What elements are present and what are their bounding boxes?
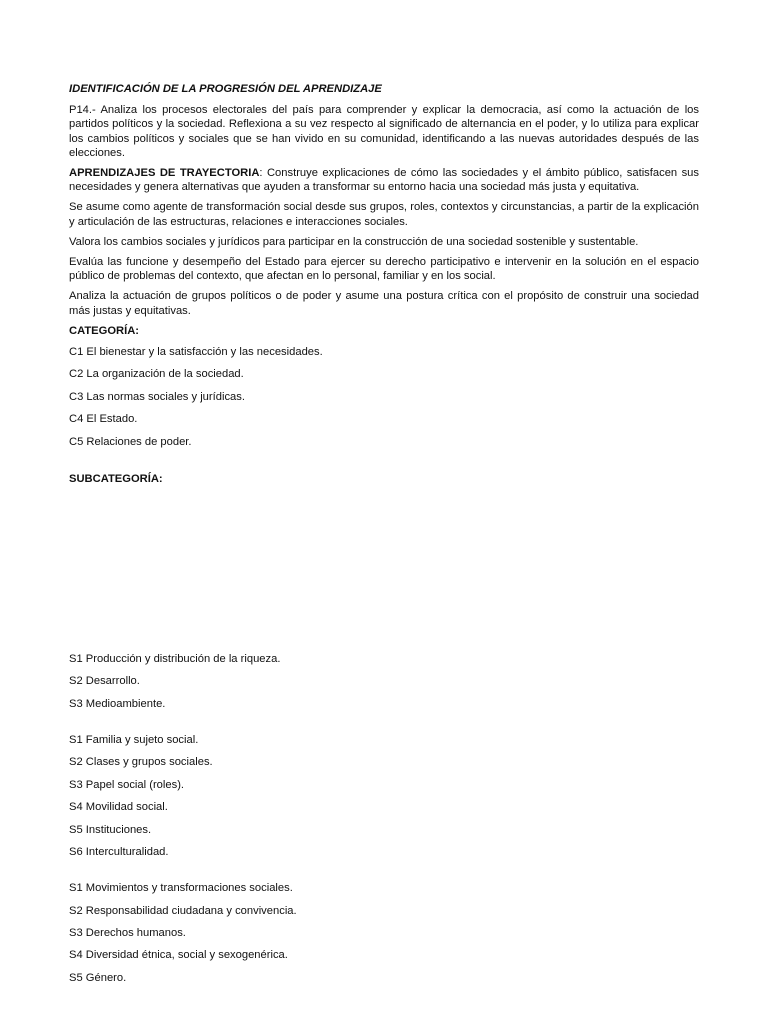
paragraph: Evalúa las funcione y desempeño del Estado para ejercer su derecho participativo e intervenir en la solución en el espacio público de problemas del contexto, que afectan en lo personal, familiar y en los social. xyxy=(69,256,699,283)
categoria-list xyxy=(69,345,699,449)
list-item: S1 Movimientos y transformaciones sociales. xyxy=(69,882,293,895)
list-item: S4 Movilidad social. xyxy=(69,801,168,814)
list-item: C2 La organización de la sociedad. xyxy=(69,368,244,381)
trayectoria-label: APRENDIZAJES DE TRAYECTORIA xyxy=(69,167,260,180)
categoria-label: CATEGORÍA: xyxy=(69,324,140,337)
subcategoria-group-2 xyxy=(69,733,699,859)
list-item: S2 Responsabilidad ciudadana y convivencia. xyxy=(69,904,297,917)
subcategoria-label: SUBCATEGORÍA: xyxy=(69,472,163,485)
list-item: S2 Desarrollo. xyxy=(69,675,140,688)
list-item: C5 Relaciones de poder. xyxy=(69,435,192,448)
list-item: S2 Clases y grupos sociales. xyxy=(69,756,213,769)
list-item: C3 Las normas sociales y jurídicas. xyxy=(69,390,245,403)
subcategoria-group-3 xyxy=(69,881,699,985)
paragraph: Se asume como agente de transformación social desde sus grupos, roles, contextos y circunstancias, a partir de la explicación y articulación de las estructuras, relaciones e interacciones sociales. xyxy=(69,201,699,228)
list-item: S3 Medioambiente. xyxy=(69,697,166,710)
list-item: S4 Diversidad étnica, social y sexogenérica. xyxy=(69,949,288,962)
list-item: S6 Interculturalidad. xyxy=(69,845,169,858)
document-heading: IDENTIFICACIÓN DE LA PROGRESIÓN DEL APRENDIZAJE xyxy=(69,83,382,95)
paragraph: Valora los cambios sociales y jurídicos para participar en la construcción de una sociedad sostenible y sustentable. xyxy=(69,235,639,248)
list-item: S5 Género. xyxy=(69,971,127,984)
paragraph: Analiza la actuación de grupos políticos o de poder y asume una postura crítica con el propósito de construir una sociedad más justas y equitativas. xyxy=(69,290,699,317)
list-item: S1 Familia y sujeto social. xyxy=(69,734,199,746)
list-item: S3 Derechos humanos. xyxy=(69,926,186,939)
trayectoria-text: : Construye explicaciones de cómo las sociedades y el ámbito público, satisfacen sus necesidades y genera alternativas que ayuden a transformar su entorno hacia una sociedad más justa y equitativa. xyxy=(69,167,700,194)
trayectoria-paragraph xyxy=(69,166,699,194)
list-item: S1 Producción y distribución de la riqueza. xyxy=(69,653,281,666)
subcategoria-group-1 xyxy=(69,652,699,711)
list-item: S5 Instituciones. xyxy=(69,823,152,836)
list-item: C1 El bienestar y la satisfacción y las necesidades. xyxy=(69,346,323,359)
p14-paragraph: P14.- Analiza los procesos electorales del país para comprender y explicar la democracia, así como la actuación de los partidos políticos y la sociedad. Reflexiona a su vez respecto al significado de alternancia en el poder, y lo utiliza para explicar los cambios políticos y sociales que se han vivido en su comunidad, identificando a las nuevas autoridades después de las elecciones. xyxy=(69,104,699,159)
list-item: S3 Papel social (roles). xyxy=(69,778,185,791)
list-item: C4 El Estado. xyxy=(69,413,138,426)
